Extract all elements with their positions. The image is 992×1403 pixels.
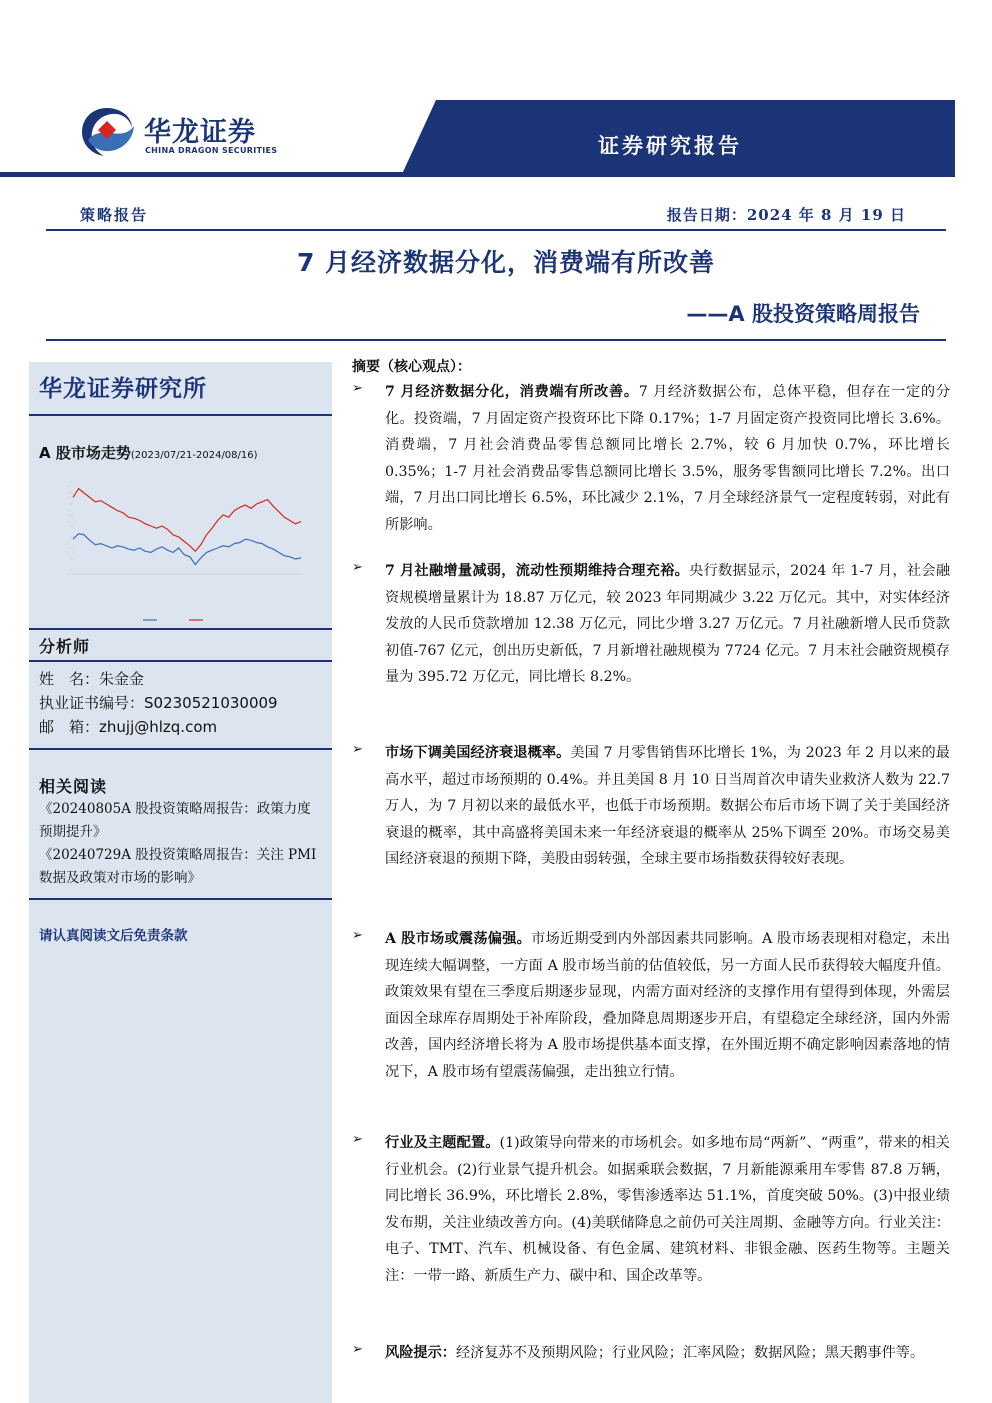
institute-name: 华龙证券研究所 bbox=[39, 376, 207, 402]
market-trend-title: A 股市场走势 bbox=[39, 444, 131, 462]
report-type: 证券研究报告 bbox=[598, 133, 742, 158]
page-subtitle: ——A 股投资策略周报告 bbox=[686, 302, 920, 326]
divider bbox=[29, 660, 332, 662]
arrow-bullet-icon: ➢ bbox=[352, 742, 363, 757]
series-line-1 bbox=[73, 534, 301, 565]
divider bbox=[29, 748, 332, 750]
summary-paragraph: ➢ 风险提示：经济复苏不及预期风险；行业风险；汇率风险；数据风险；黑天鹅事件等。 bbox=[352, 1342, 925, 1361]
summary-paragraph: ➢ 市场下调美国经济衰退概率。美国 7 月零售销售环比增长 1%，为 2023 年 2 月以来的最高水平，超过市场预期的 0.4%。并且美国 8 月 10 日当周首次申请失业救济人数为 22.7 万人，为 7 月初以来的最低水平，也低于市场预期。数据公布后市场下调了关于美国经济衰退的概率，其中高盛将美国未来一年经济衰退的概率从 25%下调至 20%。市场交易美国经济衰退的预期下降，美股由弱转强，全球主要市场指数获得较好表现。 bbox=[352, 742, 950, 868]
arrow-bullet-icon: ➢ bbox=[352, 1342, 363, 1357]
sidebar bbox=[29, 362, 332, 1403]
header-banner bbox=[0, 100, 992, 180]
divider bbox=[29, 898, 332, 900]
arrow-bullet-icon: ➢ bbox=[352, 928, 363, 943]
page-title: 7 月经济数据分化，消费端有所改善 bbox=[296, 248, 716, 277]
analyst-cert: 执业证书编号：S0230521030009 bbox=[39, 694, 278, 712]
disclaimer-note[interactable]: 请认真阅读文后免责条款 bbox=[39, 928, 188, 944]
summary-paragraph: ➢ 行业及主题配置。(1)政策导向带来的市场机会。如多地布局“两新”、“两重”，带来的相关行业机会。(2)行业景气提升机会。如据乘联会数据，7 月新能源乘用车零售 87.8 万辆，同比增长 36.9%，环比增长 2.8%，零售渗透率达 51.1%，首度突破 50%。(3)中报业绩发布期，关注业绩改善方向。(4)美联储降息之前仍可关注周期、金融等方向。行业关注：电子、TMT、汽车、机械设备、有色金属、建筑材料、非银金融、医药生物等。主题关注：一带一路、新质生产力、碳中和、国企改革等。 bbox=[352, 1132, 950, 1284]
related-reading-heading: 相关阅读 bbox=[39, 777, 108, 796]
market-trend-heading bbox=[39, 442, 258, 463]
arrow-bullet-icon: ➢ bbox=[352, 1132, 363, 1147]
related-reading-item[interactable]: 《20240805A 股投资策略周报告：政策力度预期提升》 bbox=[39, 801, 311, 840]
series-line-0 bbox=[73, 489, 301, 552]
divider bbox=[29, 628, 332, 630]
summary-paragraph: ➢ 7 月社融增量减弱，流动性预期维持合理充裕。央行数据显示，2024 年 1-7 月，社会融资规模增量累计为 18.87 万亿元，较 2023 年同期减少 3.22 万亿元。其中，对实体经济发放的人民币贷款增加 12.38 万亿元，同比少增 3.27 万亿元。7 月社融新增人民币贷款初值-767 亿元，创出历史新低，7 月新增社融规模为 7724 亿元。7 月末社会融资规模存量为 395.72 万亿元，同比增长 8.2%。 bbox=[352, 560, 951, 686]
analyst-heading: 分析师 bbox=[39, 637, 91, 656]
arrow-bullet-icon: ➢ bbox=[352, 560, 363, 575]
related-reading-item[interactable]: 《20240729A 股投资策略周报告：关注 PMI 数据及政策对市场的影响》 bbox=[39, 847, 317, 886]
divider bbox=[46, 229, 946, 231]
report-date: 报告日期：2024 年 8 月 19 日 bbox=[666, 206, 906, 224]
arrow-bullet-icon: ➢ bbox=[352, 381, 363, 396]
analyst-email[interactable]: 邮 箱：zhujj@hlzq.com bbox=[39, 718, 218, 736]
summary-paragraph: ➢ A 股市场或震荡偏强。市场近期受到内外部因素共同影响。A 股市场表现相对稳定，未出现连续大幅调整，一方面 A 股市场当前的估值较低，另一方面人民币获得较大幅度升值。政策效果有望在三季度后期逐步显现，内需方面对经济的支撑作用有望得到体现，外需层面因全球库存周期处于补库阶段，叠加降息周期逐步开启，有望稳定全球经济，国内外需改善，国内经济增长将为 A 股市场提供基本面支撑，在外围近期不确定影响因素落地的情况下，A 股市场有望震荡偏强，走出独立行情。 bbox=[352, 928, 951, 1080]
market-trend-chart bbox=[39, 470, 321, 634]
divider bbox=[46, 339, 946, 341]
abstract-heading: 摘要（核心观点）： bbox=[352, 359, 471, 375]
logo-english-name: CHINA DRAGON SECURITIES bbox=[145, 146, 278, 155]
analyst-name: 姓 名：朱金金 bbox=[39, 670, 145, 688]
divider bbox=[29, 414, 332, 416]
report-category: 策略报告 bbox=[80, 206, 149, 224]
summary-paragraph: ➢ 7 月经济数据分化，消费端有所改善。7 月经济数据公布，总体平稳，但存在一定的分化。投资端，7 月固定资产投资环比下降 0.17%；1-7 月固定资产投资同比增长 3.6%。消费端，7 月社会消费品零售总额同比增长 2.7%，较 6 月加快 0.7%，环比增长 0.35%；1-7 月社会消费品零售总额同比增长 3.5%，服务零售额同比增长 7.2%。出口端，7 月出口同比增长 6.5%，环比减少 2.1%，7 月全球经济景气一定程度转弱，对此有所影响。 bbox=[352, 381, 951, 533]
market-trend-range: (2023/07/21-2024/08/16) bbox=[130, 450, 258, 461]
logo-chinese-name: 华龙证券 bbox=[144, 117, 256, 148]
